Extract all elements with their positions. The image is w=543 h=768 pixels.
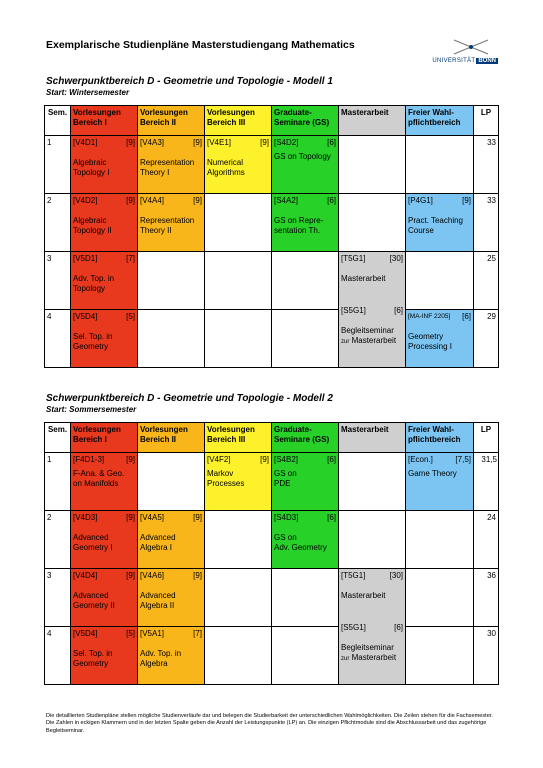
module-cell: [V4E1] [9] Numerical Algorithms bbox=[205, 136, 272, 194]
header-vl2: Vorlesungen Bereich II bbox=[138, 423, 205, 453]
lp-cell: 25 bbox=[474, 252, 499, 310]
lp-cell: 36 bbox=[474, 569, 499, 627]
sem-cell: 3 bbox=[45, 569, 71, 627]
empty-cell bbox=[406, 136, 474, 194]
module-cell: [S4D2] [6] GS on Topology bbox=[272, 136, 339, 194]
lp-cell: 29 bbox=[474, 310, 499, 368]
header-fw: Freier Wahl- pflichtbereich bbox=[406, 106, 474, 136]
header-vl2: Vorlesungen Bereich II bbox=[138, 106, 205, 136]
module-cell: [V5A1] [7] Adv. Top. in Algebra bbox=[138, 627, 205, 685]
module-cell: [V5D4] [5] Sel. Top. in Geometry bbox=[71, 310, 138, 368]
empty-cell bbox=[339, 453, 406, 511]
table-row bbox=[45, 627, 499, 685]
table-row bbox=[45, 569, 499, 627]
sem-cell: 1 bbox=[45, 453, 71, 511]
module-cell: [V4F2] [9] Markov Processes bbox=[205, 453, 272, 511]
sem-cell: 1 bbox=[45, 136, 71, 194]
module-cell: [S4B2] [6] GS on PDE bbox=[272, 453, 339, 511]
module-cell: [MA-INF 2205] [6] Geometry Processing I bbox=[406, 310, 474, 368]
empty-cell bbox=[339, 194, 406, 252]
header-vl3: Vorlesungen Bereich III bbox=[205, 423, 272, 453]
header-vl1: Vorlesungen Bereich I bbox=[71, 423, 138, 453]
header-sem: Sem. bbox=[45, 423, 71, 453]
module-cell: [V4D3] [9] Advanced Geometry I bbox=[71, 511, 138, 569]
logo-text-uni: UNIVERSITÄT bbox=[432, 58, 476, 64]
model2-start: Start: Sommersemester bbox=[46, 405, 137, 414]
model1-title: Schwerpunktbereich D - Geometrie und Topologie - Modell 1 bbox=[46, 76, 333, 87]
header-ma: Masterarbeit bbox=[339, 423, 406, 453]
module-cell: [V4D1] [9] Algebraic Topology I bbox=[71, 136, 138, 194]
sem-cell: 4 bbox=[45, 310, 71, 368]
lp-cell: 31,5 bbox=[474, 453, 499, 511]
header-vl3: Vorlesungen Bereich III bbox=[205, 106, 272, 136]
model2-table bbox=[44, 422, 499, 685]
module-cell: [V4A4] [9] Representation Theory II bbox=[138, 194, 205, 252]
empty-cell bbox=[205, 511, 272, 569]
module-cell: [V4A5] [9] Advanced Algebra I bbox=[138, 511, 205, 569]
sem-cell: 3 bbox=[45, 252, 71, 310]
table-row bbox=[45, 511, 499, 569]
module-cell: [V4D4] [9] Advanced Geometry II bbox=[71, 569, 138, 627]
header-lp: LP bbox=[474, 106, 499, 136]
empty-cell bbox=[272, 627, 339, 685]
sem-cell: 4 bbox=[45, 627, 71, 685]
empty-cell bbox=[272, 252, 339, 310]
model1-start: Start: Wintersemester bbox=[46, 88, 130, 97]
table-row bbox=[45, 453, 499, 511]
header-sem: Sem. bbox=[45, 106, 71, 136]
masterarbeit-cell: [T5G1] [30] Masterarbeit [S5G1] [6] Begleitseminar zur Masterarbeit bbox=[339, 252, 406, 368]
module-cell: [S4A2] [6] GS on Repre- sentation Th. bbox=[272, 194, 339, 252]
table-row bbox=[45, 310, 499, 368]
header-gs: Graduate- Seminare (GS) bbox=[272, 423, 339, 453]
empty-cell bbox=[272, 310, 339, 368]
module-cell: [V4A3] [9] Representation Theory I bbox=[138, 136, 205, 194]
module-cell: [V4D2] [9] Algebraic Topology II bbox=[71, 194, 138, 252]
logo-graphic-icon bbox=[452, 38, 490, 56]
masterarbeit-cell: [T5G1] [30] Masterarbeit [S5G1] [6] Begleitseminar zur Masterarbeit bbox=[339, 569, 406, 685]
university-logo bbox=[420, 38, 498, 64]
module-cell: [Econ.] [7,5] Game Theory bbox=[406, 453, 474, 511]
table-row bbox=[45, 252, 499, 310]
empty-cell bbox=[205, 194, 272, 252]
empty-cell bbox=[406, 511, 474, 569]
empty-cell bbox=[205, 627, 272, 685]
empty-cell bbox=[138, 310, 205, 368]
empty-cell bbox=[406, 627, 474, 685]
module-cell: [V5D4] [5] Sel. Top. in Geometry bbox=[71, 627, 138, 685]
sem-cell: 2 bbox=[45, 511, 71, 569]
header-ma: Masterarbeit bbox=[339, 106, 406, 136]
module-cell: [F4D1-3] [9] F-Ana. & Geo. on Manifolds bbox=[71, 453, 138, 511]
footnote: Die detaillierten Studienpläne stellen mögliche Studienverläufe dar und belegen die Studierbarkeit der unterschiedlichen Wahlmöglichkeiten. Die Zeilen stehen für die Fachsemester. Die Zahlen in eckigen Klammern und in der letzten Spalte geben die Anzahl der Leistungspunkte (LP) an. Die einzigen Pflichtmodule sind die Abschlussarbeit und das zugehörige Begleitseminar. bbox=[46, 713, 493, 734]
empty-cell bbox=[406, 252, 474, 310]
empty-cell bbox=[406, 569, 474, 627]
module-cell: [S4D3] [6] GS on Adv. Geometry bbox=[272, 511, 339, 569]
lp-cell: 24 bbox=[474, 511, 499, 569]
logo-text-bonn: BONN bbox=[478, 58, 496, 64]
header-fw: Freier Wahl- pflichtbereich bbox=[406, 423, 474, 453]
module-cell: [V4A6] [9] Advanced Algebra II bbox=[138, 569, 205, 627]
module-cell: [V5D1] [7] Adv. Top. in Topology bbox=[71, 252, 138, 310]
lp-cell: 30 bbox=[474, 627, 499, 685]
model2-title: Schwerpunktbereich D - Geometrie und Topologie - Modell 2 bbox=[46, 393, 333, 404]
empty-cell bbox=[339, 136, 406, 194]
sem-cell: 2 bbox=[45, 194, 71, 252]
model1-table bbox=[44, 105, 499, 368]
empty-cell bbox=[339, 511, 406, 569]
page-title: Exemplarische Studienpläne Masterstudiengang Mathematics bbox=[46, 39, 355, 51]
header-gs: Graduate- Seminare (GS) bbox=[272, 106, 339, 136]
table-row bbox=[45, 194, 499, 252]
module-cell: [P4G1] [9] Pract. Teaching Course bbox=[406, 194, 474, 252]
header-vl1: Vorlesungen Bereich I bbox=[71, 106, 138, 136]
table-header-row bbox=[45, 106, 499, 136]
empty-cell bbox=[205, 569, 272, 627]
header-lp: LP bbox=[474, 423, 499, 453]
empty-cell bbox=[205, 252, 272, 310]
lp-cell: 33 bbox=[474, 194, 499, 252]
table-row bbox=[45, 136, 499, 194]
empty-cell bbox=[205, 310, 272, 368]
table-header-row bbox=[45, 423, 499, 453]
empty-cell bbox=[138, 453, 205, 511]
empty-cell bbox=[272, 569, 339, 627]
empty-cell bbox=[138, 252, 205, 310]
lp-cell: 33 bbox=[474, 136, 499, 194]
